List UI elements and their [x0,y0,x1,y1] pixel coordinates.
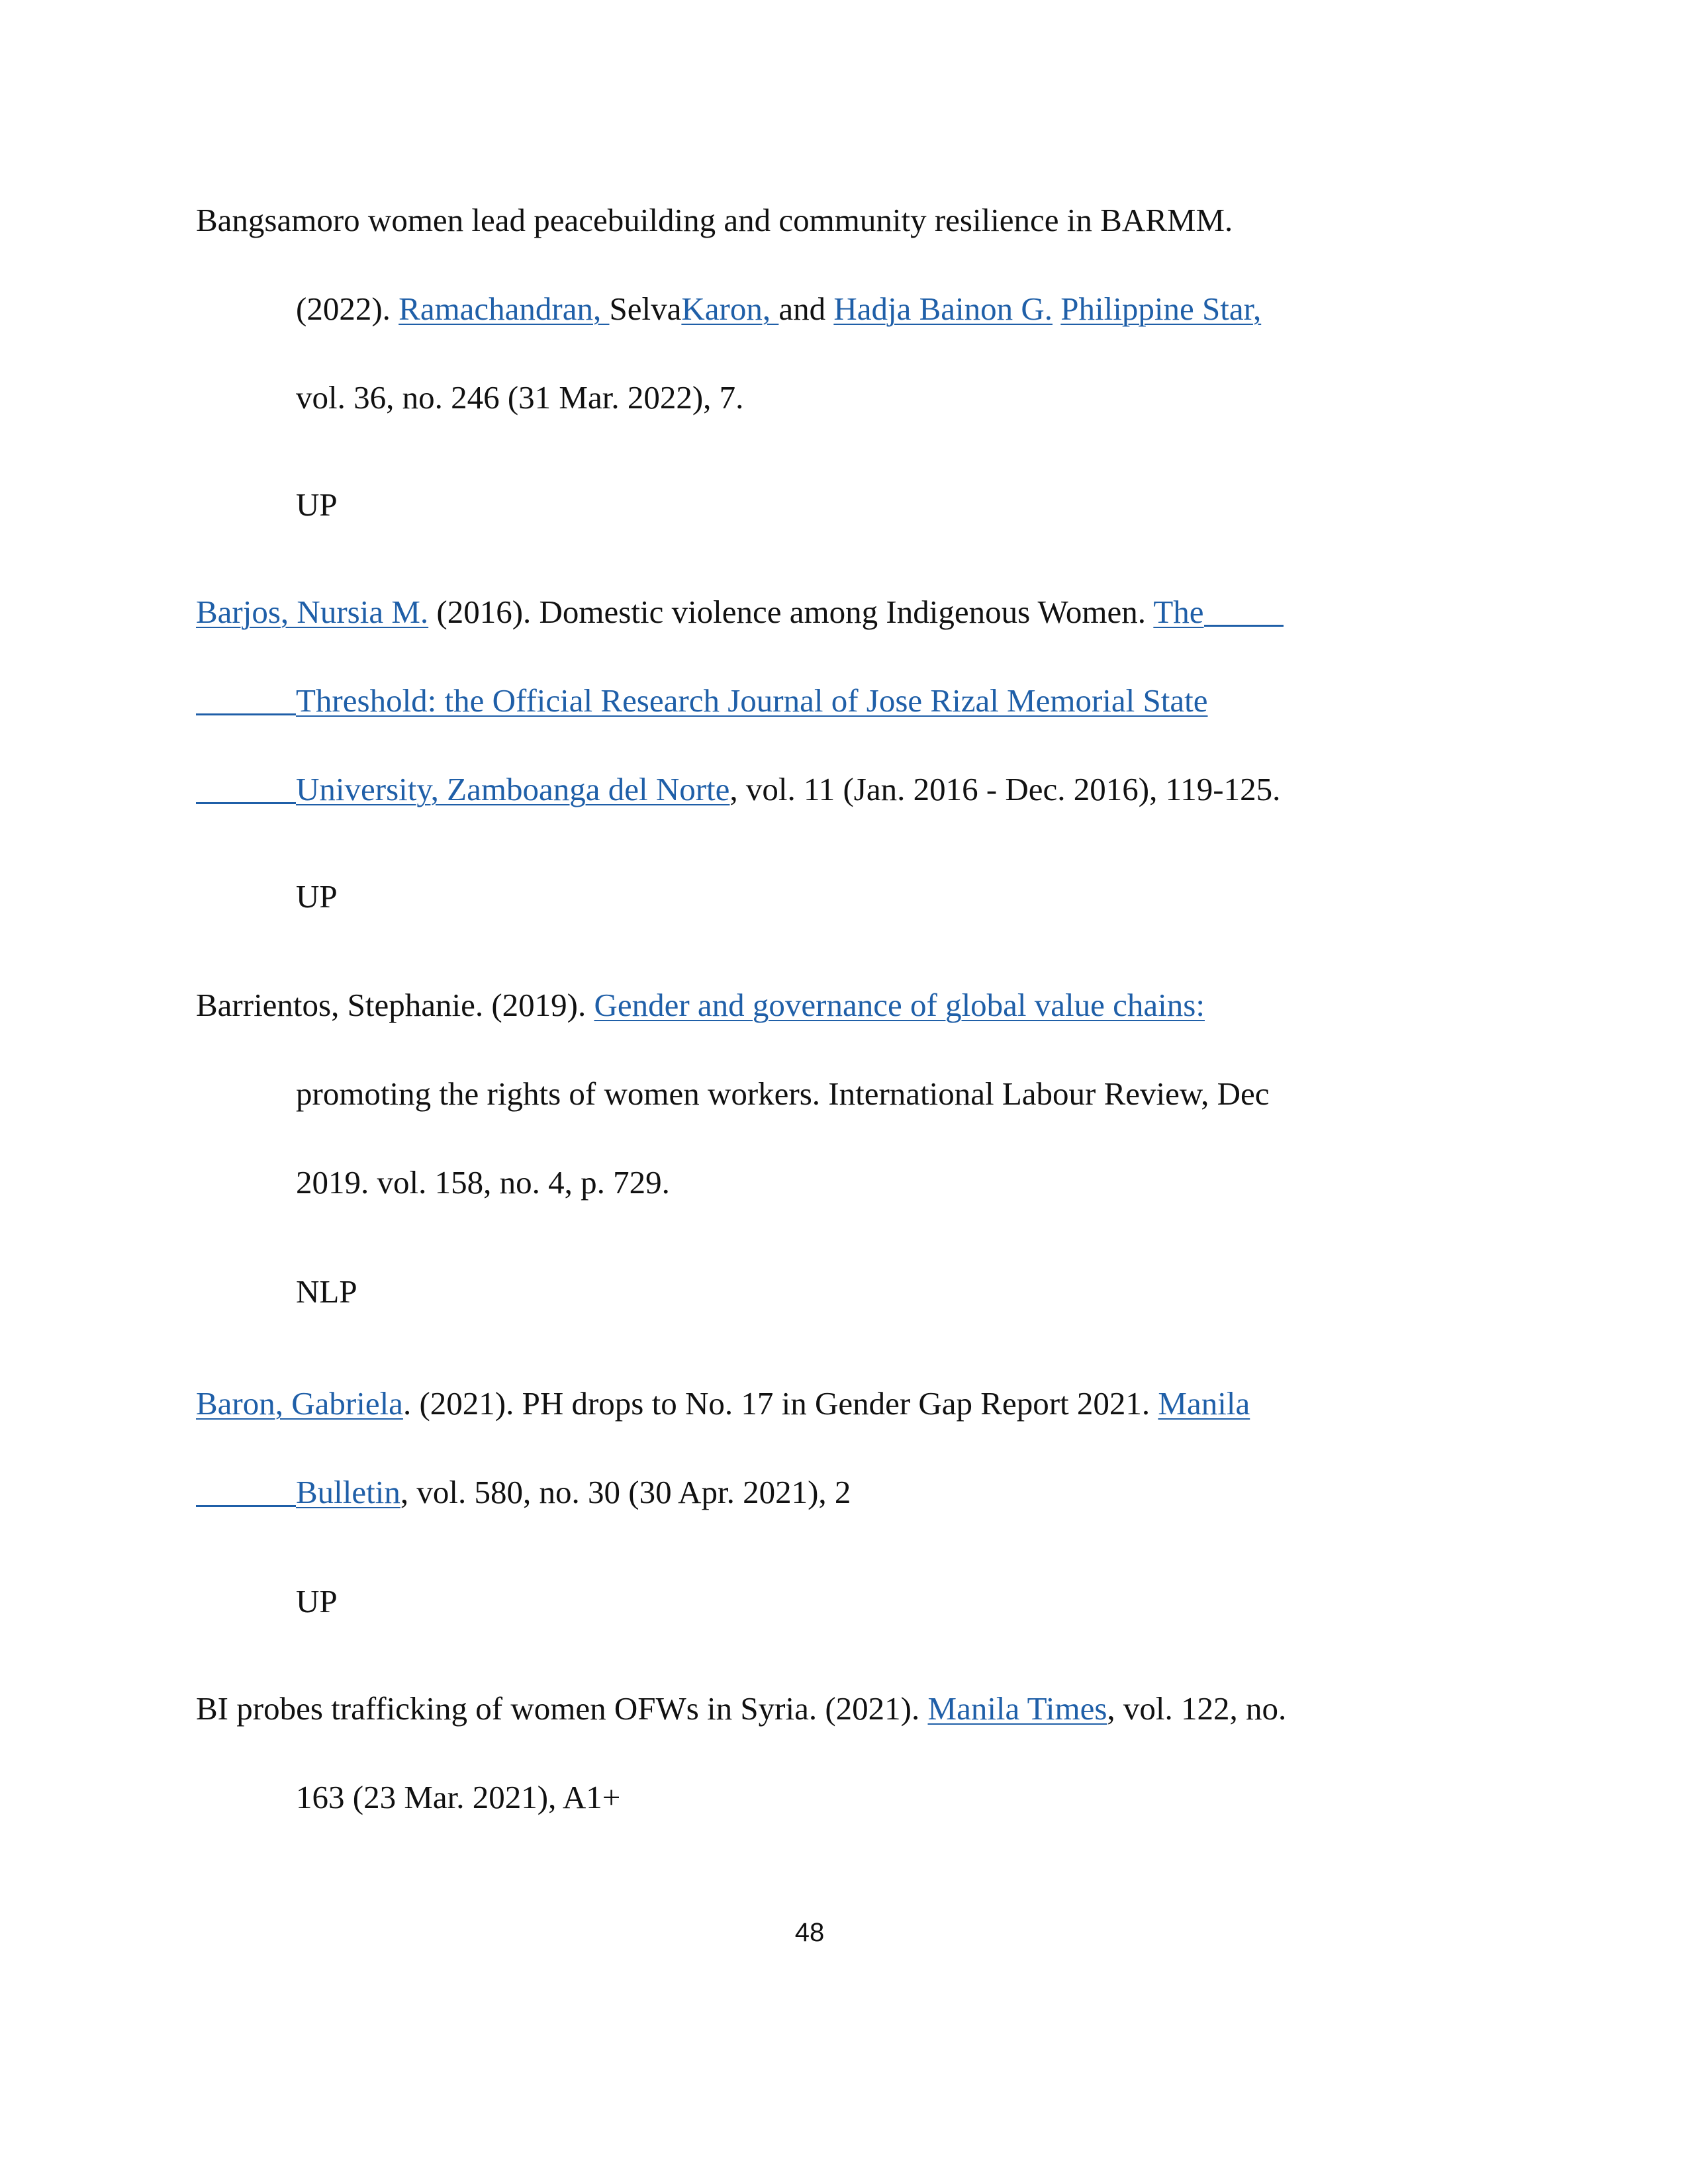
entry-2-location [296,877,338,917]
entry-1-line-2 [296,289,1261,329]
entry-1-title: Bangsamoro women lead peacebuilding and community resilience in BARMM. [196,202,1233,238]
entry-2-journal-link-end[interactable]: University, Zamboanga del Norte [296,771,730,807]
entry-3-volume: 2019. vol. 158, no. 4, p. 729. [296,1164,670,1201]
entry-3-line-3 [296,1163,670,1203]
entry-2-location-code: UP [296,878,338,915]
entry-1-location [296,485,338,525]
entry-2-line-1 [196,592,1284,632]
entry-5-title: BI probes trafficking of women OFWs in Syria. (2021). [196,1690,928,1727]
entry-1-author-plain: Selva [609,291,682,327]
entry-4-volume: , vol. 580, no. 30 (30 Apr. 2021), 2 [400,1474,851,1510]
entry-4-title: . (2021). PH drops to No. 17 in Gender Gap Report 2021. [402,1385,1158,1422]
entry-4-location-code: UP [296,1583,338,1619]
entry-2-line-2 [196,681,1208,721]
entry-1-line-1 [196,201,1233,240]
entry-1-author-link-2[interactable]: Karon, [681,291,779,327]
entry-4-line-2 [196,1473,851,1512]
entry-4-location [296,1582,338,1621]
entry-4-publication-link[interactable]: Manila [1158,1385,1250,1422]
entry-1-author-link-1[interactable]: Ramachandran, [399,291,610,327]
entry-4-publication-link-end[interactable]: Bulletin [296,1474,400,1510]
entry-2-author-link[interactable]: Barjos, Nursia M. [196,594,429,630]
entry-4-author-link[interactable]: Baron, Gabriela [196,1385,403,1422]
entry-2-line-3 [196,770,1280,809]
entry-1-publication-link[interactable]: Philippine Star [1060,291,1253,327]
page-number: 48 [794,1918,825,1947]
entry-2-journal-link-start[interactable]: The [1153,594,1204,630]
entry-5-publication-link[interactable]: Manila Times [927,1690,1107,1727]
entry-1-author-link-3[interactable]: Hadja Bainon G. [833,291,1053,327]
entry-1-volume: vol. 36, no. 246 (31 Mar. 2022), 7. [296,379,744,416]
entry-2-link-underline-gap [1204,587,1284,627]
entry-3-line-2 [296,1074,1270,1114]
entry-4-line-1 [196,1384,1250,1424]
entry-5-volume-cont: 163 (23 Mar. 2021), A1+ [296,1779,621,1815]
entry-2-indent-underline [196,676,296,715]
entry-3-location [296,1272,357,1312]
entry-3-title-cont: promoting the rights of women workers. International Labour Review, Dec [296,1075,1270,1112]
entry-1-space [1053,291,1060,327]
entry-5-line-1 [196,1689,1286,1729]
entry-3-location-code: NLP [296,1273,357,1310]
entry-3-line-1 [196,985,1205,1025]
entry-2-volume: , vol. 11 (Jan. 2016 - Dec. 2016), 119-125. [729,771,1281,807]
entry-4-indent-underline [196,1467,296,1507]
entry-5-line-2 [296,1778,620,1817]
entry-3-title-link[interactable]: Gender and governance of global value chains: [594,987,1205,1023]
entry-1-and: and [778,291,834,327]
entry-1-line-3 [296,378,743,418]
entry-2-title: (2016). Domestic violence among Indigenous Women. [428,594,1154,630]
entry-3-author: Barrientos, Stephanie. (2019). [196,987,594,1023]
entry-5-volume: , vol. 122, no. [1107,1690,1287,1727]
entry-1-publication-link-tail[interactable]: , [1252,291,1262,327]
entry-1-year: (2022). [296,291,399,327]
entry-2-journal-link[interactable]: Threshold: the Official Research Journal of Jose Rizal Memorial State [296,682,1208,719]
entry-2-indent-underline-2 [196,764,296,804]
entry-1-location-code: UP [296,486,338,523]
